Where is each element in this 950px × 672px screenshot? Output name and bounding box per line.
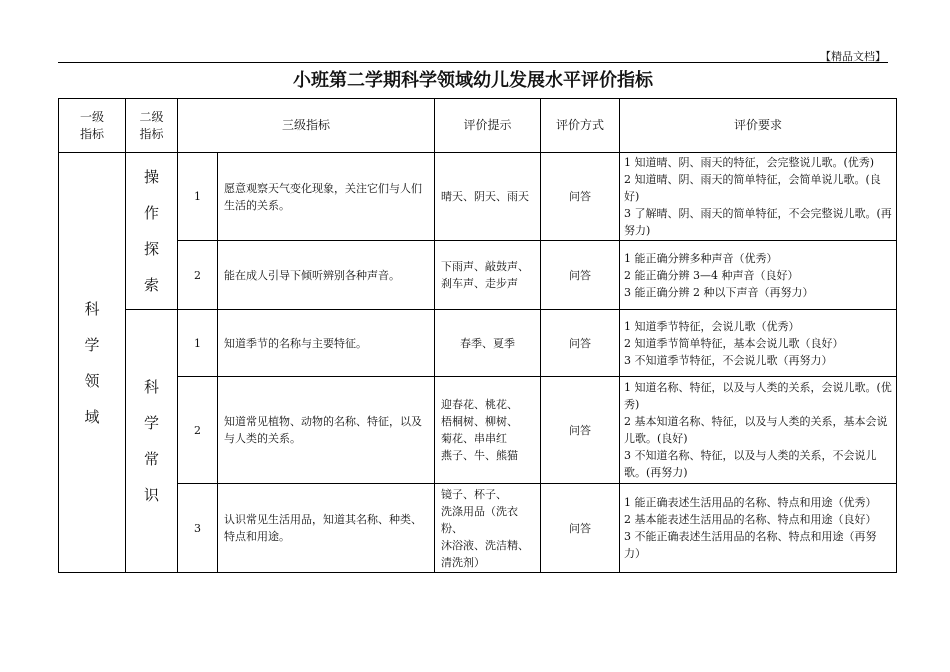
hint-line: 迎春花、桃花、 [441, 398, 519, 411]
table-row [59, 484, 897, 573]
table-row [59, 310, 897, 377]
header-level2 [126, 99, 178, 153]
stacked-char: 操 [143, 168, 159, 186]
row-number: 2 [178, 377, 218, 484]
row-hint: 春季、夏季 [435, 310, 541, 377]
hint-line: 梧桐树、柳树、 [441, 415, 519, 428]
row-method: 问答 [541, 484, 620, 573]
header-level2-line: 指标 [139, 126, 164, 141]
row-requirements [620, 310, 897, 377]
row-requirements [620, 241, 897, 310]
table-row [59, 241, 897, 310]
header-level1-line: 指标 [79, 126, 104, 141]
table-row [59, 377, 897, 484]
stacked-char: 域 [84, 407, 100, 426]
group-label [132, 159, 171, 303]
hint-line: 洗涤用品（洗衣粉、 [441, 504, 519, 535]
hint-line: 燕子、牛、熊猫 [441, 449, 519, 462]
row-indicator: 知道常见植物、动物的名称、特征，以及与人类的关系。 [218, 377, 435, 484]
row-indicator: 认识常见生活用品，知道其名称、种类、特点和用途。 [218, 484, 435, 573]
stacked-char: 常 [143, 450, 159, 468]
row-hint: 下雨声、敲鼓声、刹车声、走步声 [435, 241, 541, 310]
requirement-line: 1 知道晴、阴、雨天的特征，会完整说儿歌。(优秀) [624, 156, 875, 169]
hint-line: 清洗剂） [441, 555, 486, 569]
requirement-line: 3 了解晴、阴、雨天的简单特征，不会完整说儿歌。(再努力) [624, 207, 892, 237]
hint-line: 沐浴液、洗洁精、 [441, 538, 530, 552]
header-level1 [59, 99, 126, 153]
stacked-char: 领 [84, 371, 100, 390]
stacked-char: 科 [84, 299, 100, 318]
row-number: 1 [178, 310, 218, 377]
document-tag: 【精品文档】 [820, 50, 886, 63]
requirement-line: 1 知道名称、特征，以及与人类的关系，会说儿歌。(优秀) [624, 381, 892, 411]
row-method: 问答 [541, 377, 620, 484]
row-requirements [620, 153, 897, 241]
header-level2-line: 二级 [139, 109, 164, 124]
table-row [59, 153, 897, 241]
requirement-line: 1 知道季节特征，会说儿歌（优秀） [624, 319, 800, 333]
stacked-char: 作 [143, 204, 159, 222]
requirement-line: 2 知道晴、阴、雨天的简单特征，会简单说儿歌。(良好) [624, 173, 881, 203]
row-method: 问答 [541, 241, 620, 310]
stacked-char: 科 [143, 378, 159, 396]
row-requirements [620, 377, 897, 484]
requirement-line: 3 能正确分辨 2 种以下声音（再努力） [624, 285, 814, 299]
row-hint [435, 484, 541, 573]
group-cell-operation [126, 153, 178, 310]
row-hint [435, 377, 541, 484]
requirement-line: 2 基本能表述生活用品的名称、特点和用途（良好） [624, 513, 877, 526]
evaluation-table [58, 98, 897, 573]
header-method: 评价方式 [541, 99, 620, 153]
row-indicator: 能在成人引导下倾听辨别各种声音。 [218, 241, 435, 310]
group-cell-knowledge [126, 310, 178, 573]
header-requirements: 评价要求 [620, 99, 897, 153]
page-title: 小班第二学期科学领域幼儿发展水平评价指标 [293, 70, 653, 91]
row-method: 问答 [541, 153, 620, 241]
requirement-line: 3 不知道季节特征，不会说儿歌（再努力） [624, 353, 833, 367]
stacked-char: 学 [143, 414, 159, 432]
requirement-line: 2 知道季节简单特征，基本会说儿歌（良好） [624, 336, 844, 350]
domain-cell [59, 153, 126, 573]
row-indicator: 愿意观察天气变化现象，关注它们与人们生活的关系。 [218, 153, 435, 241]
domain-label [65, 291, 119, 435]
row-requirements [620, 484, 897, 573]
row-method: 问答 [541, 310, 620, 377]
header-level3: 三级指标 [178, 99, 435, 153]
header-row [59, 99, 897, 153]
stacked-char: 索 [143, 276, 159, 294]
stacked-char: 探 [143, 240, 159, 258]
header-hint: 评价提示 [435, 99, 541, 153]
hint-line: 镜子、杯子、 [441, 487, 508, 501]
requirement-line: 2 能正确分辨 3—4 种声音（良好） [624, 268, 799, 282]
hint-line: 菊花、串串红 [441, 432, 508, 445]
requirement-line: 3 不能正确表述生活用品的名称、特点和用途（再努力） [624, 530, 877, 560]
row-number: 2 [178, 241, 218, 310]
requirement-line: 2 基本知道名称、特征，以及与人类的关系，基本会说儿歌。(良好) [624, 415, 888, 445]
row-number: 3 [178, 484, 218, 573]
stacked-char: 识 [143, 486, 159, 504]
row-hint: 晴天、阴天、雨天 [435, 153, 541, 241]
row-number: 1 [178, 153, 218, 241]
header-rule [58, 62, 888, 63]
row-indicator: 知道季节的名称与主要特征。 [218, 310, 435, 377]
header-level1-line: 一级 [79, 109, 104, 124]
requirement-line: 1 能正确表述生活用品的名称、特点和用途（优秀） [624, 496, 877, 509]
group-label [132, 369, 171, 513]
requirement-line: 3 不知道名称、特征，以及与人类的关系，不会说儿歌。(再努力) [624, 449, 877, 479]
requirement-line: 1 能正确分辨多种声音（优秀） [624, 251, 778, 265]
stacked-char: 学 [84, 335, 100, 354]
